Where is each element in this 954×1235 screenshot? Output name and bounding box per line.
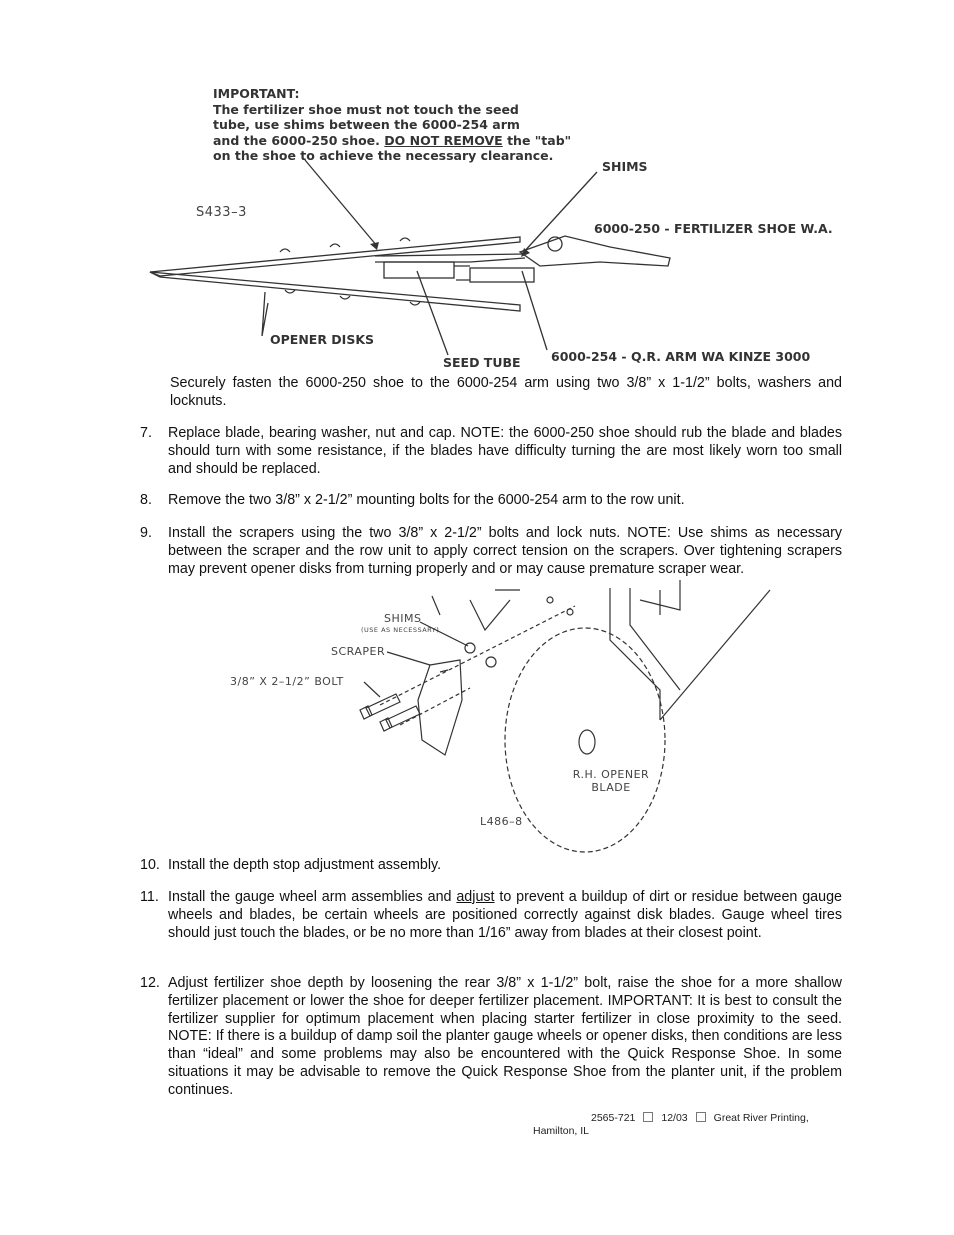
shims-note: (USE AS NECESSARY) <box>361 626 440 634</box>
blade-label: R.H. OPENER BLADE <box>572 768 650 794</box>
step-number: 9. <box>140 525 152 541</box>
footer-line1 <box>591 1112 809 1124</box>
bolt-label: 3/8” X 2–1/2” BOLT <box>230 675 344 688</box>
figure-code: L486–8 <box>480 815 523 828</box>
scraper-label: SCRAPER <box>331 645 386 658</box>
adjust-underlined: adjust <box>456 889 495 905</box>
shims-label: SHIMS <box>602 159 648 174</box>
important-line: tube, use shims between the 6000-254 arm <box>213 117 520 132</box>
footer-city: Hamilton, IL <box>533 1125 590 1137</box>
seed-tube-label: SEED TUBE <box>443 355 521 370</box>
fertilizer-shoe-label: 6000-250 - FERTILIZER SHOE W.A. <box>594 221 833 236</box>
footer-printer: Great River Printing, <box>713 1112 809 1124</box>
footer-part-number: 2565-721 <box>591 1112 636 1124</box>
step-8-text: Remove the two 3/8” x 2-1/2” mounting bolts for the 6000-254 arm to the row unit. <box>168 492 685 508</box>
step-number: 8. <box>140 492 152 508</box>
step-9-text: Install the scrapers using the two 3/8” x 2-1/2” bolts and lock nuts. NOTE: Use shims as necessary between the scraper and the row unit to apply correct tension on the scrapers. Over tightening scrapers may prevent opener disks from turning properly and or may cause premature scraper wear. <box>168 525 842 577</box>
qr-arm-label: 6000-254 - Q.R. ARM WA KINZE 3000 <box>551 349 811 364</box>
important-line: The fertilizer shoe must not touch the seed <box>213 101 519 117</box>
step-10-text: Install the depth stop adjustment assembly. <box>168 857 442 873</box>
shims-label: SHIMS <box>384 612 422 625</box>
intro-paragraph: Securely fasten the 6000-250 shoe to the 6000-254 arm using two 3/8” x 1-1/2” bolts, washers and locknuts. <box>170 375 842 409</box>
footer-separator-icon <box>643 1112 653 1122</box>
important-heading: IMPORTANT: <box>213 86 300 101</box>
footer-separator-icon <box>696 1112 706 1122</box>
step-7-text: Replace blade, bearing washer, nut and cap. NOTE: the 6000-250 shoe should rub the blade and blades should turn with some resistance, if the blades have difficulty turning the are most likely worn too small and should be replaced. <box>168 425 842 477</box>
step-number: 7. <box>140 425 152 441</box>
figure-code: S433–3 <box>196 205 247 220</box>
step-11-text: Install the gauge wheel arm assemblies and adjust to prevent a buildup of dirt or residue between gauge wheels and blades, be certain wheels are positioned correctly against disk blades. Gauge wheel tires should just touch the blades, or be no more than 1/16” away from blades at their closest point. <box>168 889 842 941</box>
opener-disks-label: OPENER DISKS <box>270 332 375 347</box>
step-number: 12. <box>140 975 160 991</box>
step-number: 10. <box>140 857 160 873</box>
step-number: 11. <box>140 889 159 905</box>
important-line: and the 6000-250 shoe. DO NOT REMOVE the "tab" <box>213 132 572 148</box>
step-12-text: Adjust fertilizer shoe depth by loosening the rear 3/8” x 1-1/2” bolt, raise the shoe for a more shallow fertilizer placement or lower the shoe for deeper fertilizer placement. IMPORTANT: It is best to consult the fertilizer supplier for optimum placement when placing starter fertilizer in close proximity to the seed. NOTE: If there is a buildup of damp soil the planter gauge wheels or opener disks, then conditions are less than “ideal” and some problems may also be encountered with the Quick Response Shoe. In some situations it may be advisable to remove the Quick Response Shoe from the planter unit, if the problem continues. <box>168 975 842 1098</box>
important-line: on the shoe to achieve the necessary clearance. <box>213 148 554 163</box>
footer-date: 12/03 <box>661 1112 688 1124</box>
do-not-remove-text: DO NOT REMOVE <box>384 132 503 148</box>
